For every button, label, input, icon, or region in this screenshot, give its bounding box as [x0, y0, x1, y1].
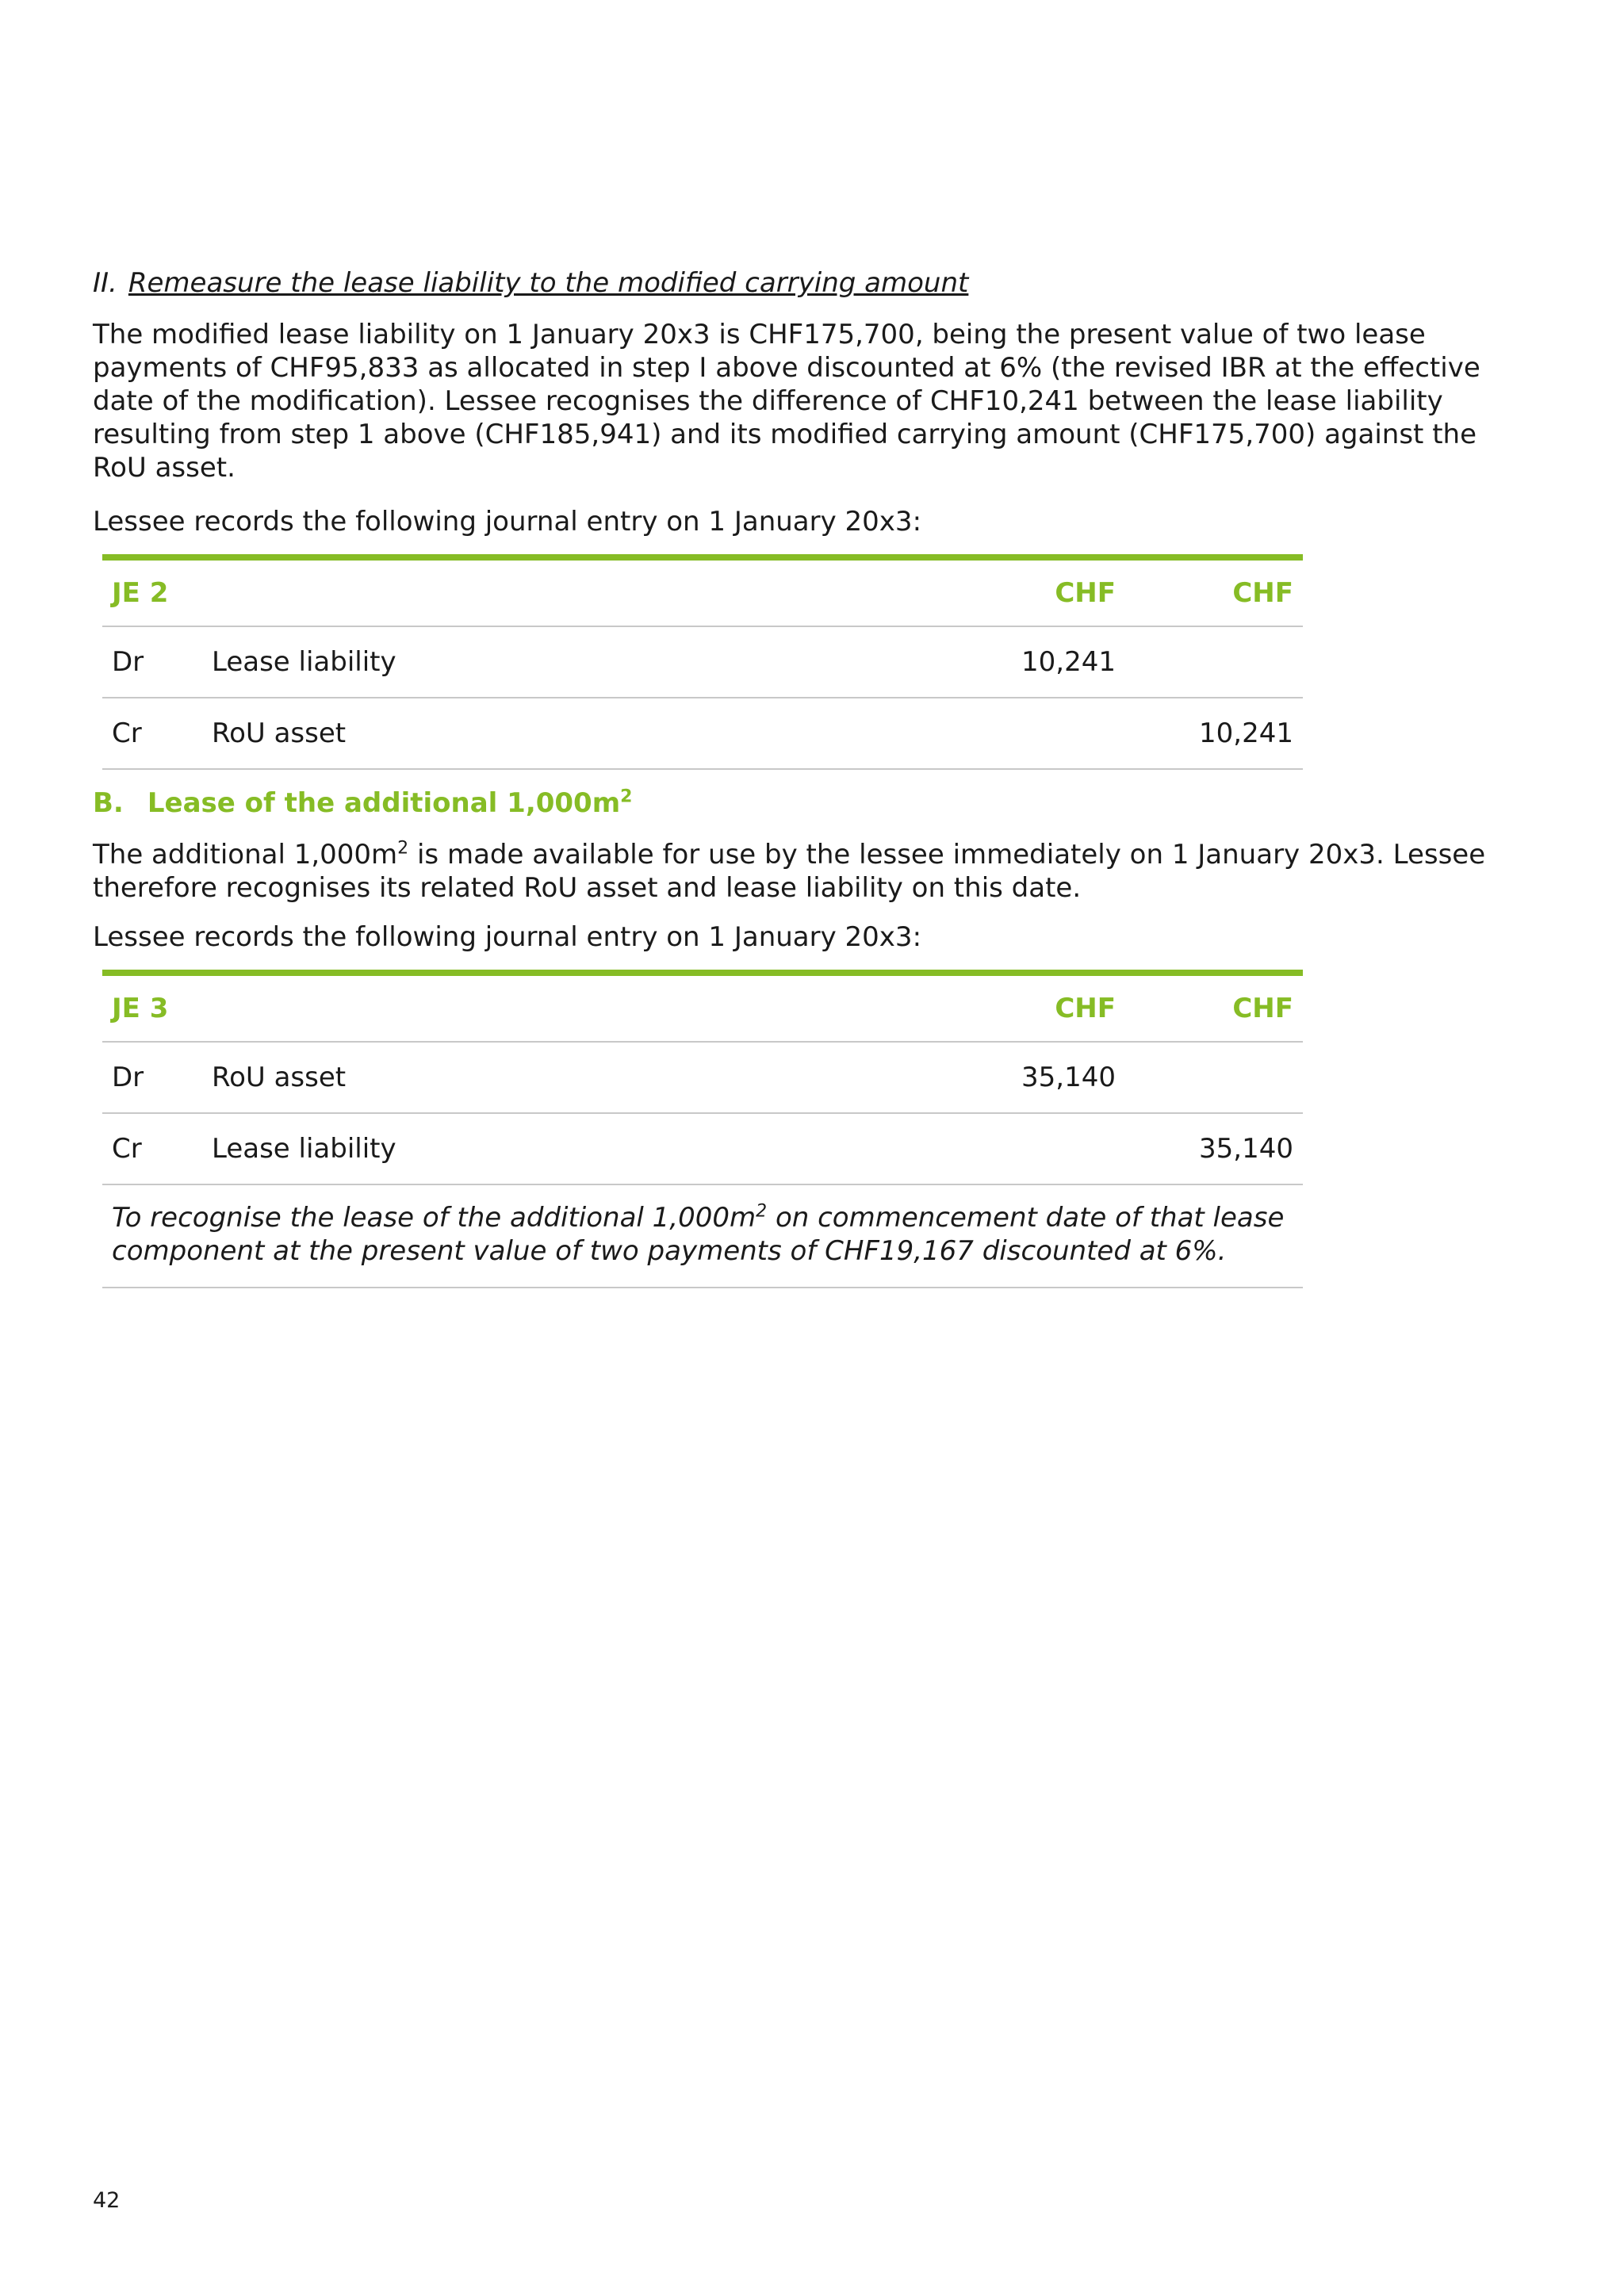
account-cell: Lease liability	[202, 626, 948, 698]
table-row	[102, 698, 1303, 769]
credit-cell: 35,140	[1125, 1113, 1303, 1184]
debit-cell: 10,241	[948, 626, 1125, 698]
table-header-row	[102, 557, 1303, 626]
account-cell: RoU asset	[202, 1042, 948, 1113]
paragraph-text-end: is made available for use by the lessee immediately on 1 January 20x3. Lessee therefore recognises its related RoU asset and lease liability on this date.	[93, 839, 1486, 905]
step-number: II.	[93, 267, 117, 299]
credit-column-header: CHF	[1125, 557, 1303, 626]
section-title: Lease of the additional 1,000m	[147, 786, 621, 819]
paragraph-text-start: The additional 1,000m	[93, 839, 398, 871]
step-heading	[93, 266, 1504, 300]
section-letter: B.	[93, 786, 124, 819]
debit-cell	[948, 698, 1125, 769]
debit-column-header: CHF	[948, 557, 1125, 626]
note-text-start: To recognise the lease of the additional 1,000m	[112, 1202, 756, 1234]
page-content	[93, 266, 1504, 1288]
step-title: Remeasure the lease liability to the modified carrying amount	[128, 267, 969, 299]
section-heading-b	[93, 787, 1504, 820]
paragraph-journal-intro-1: Lessee records the following journal entry on 1 January 20x3:	[93, 505, 922, 538]
debit-column-header: CHF	[948, 973, 1125, 1042]
je-label: JE 3	[102, 973, 948, 1042]
note-superscript: 2	[756, 1201, 768, 1222]
credit-cell	[1125, 626, 1303, 698]
credit-cell	[1125, 1042, 1303, 1113]
debit-cell: 35,140	[948, 1042, 1125, 1113]
paragraph-additional-space	[93, 838, 1504, 905]
table-note-row	[102, 1184, 1303, 1288]
credit-column-header: CHF	[1125, 973, 1303, 1042]
journal-entry-table-je3	[102, 970, 1303, 1288]
debit-cell	[948, 1113, 1125, 1184]
credit-cell: 10,241	[1125, 698, 1303, 769]
paragraph-journal-intro-2: Lessee records the following journal entry on 1 January 20x3:	[93, 921, 922, 954]
drcr-cell: Cr	[102, 1113, 202, 1184]
paragraph-modified-liability: The modified lease liability on 1 January 20x3 is CHF175,700, being the present value of two lease payments of CHF95,833 as allocated in step I above discounted at 6% (the revised IBR at the effective date of the modification). Lessee recognises the difference of CHF10,241 between the lease liability resulting from step 1 above (CHF185,941) and its modified carrying amount (CHF175,700) against the RoU asset.	[93, 318, 1480, 484]
journal-entry-note	[102, 1184, 1303, 1288]
table-row	[102, 1113, 1303, 1184]
table-row	[102, 1042, 1303, 1113]
section-title-superscript: 2	[620, 786, 633, 807]
journal-entry-table-je2	[102, 554, 1303, 770]
account-cell: RoU asset	[202, 698, 948, 769]
page-number: 42	[93, 2188, 121, 2213]
note-text-end: on commencement date of that lease component at the present value of two payments of CHF19,167 discounted at 6%.	[112, 1202, 1285, 1268]
account-cell: Lease liability	[202, 1113, 948, 1184]
je-label: JE 2	[102, 557, 948, 626]
paragraph-superscript: 2	[397, 838, 409, 859]
drcr-cell: Dr	[102, 626, 202, 698]
drcr-cell: Dr	[102, 1042, 202, 1113]
table-row	[102, 626, 1303, 698]
table-header-row	[102, 973, 1303, 1042]
drcr-cell: Cr	[102, 698, 202, 769]
